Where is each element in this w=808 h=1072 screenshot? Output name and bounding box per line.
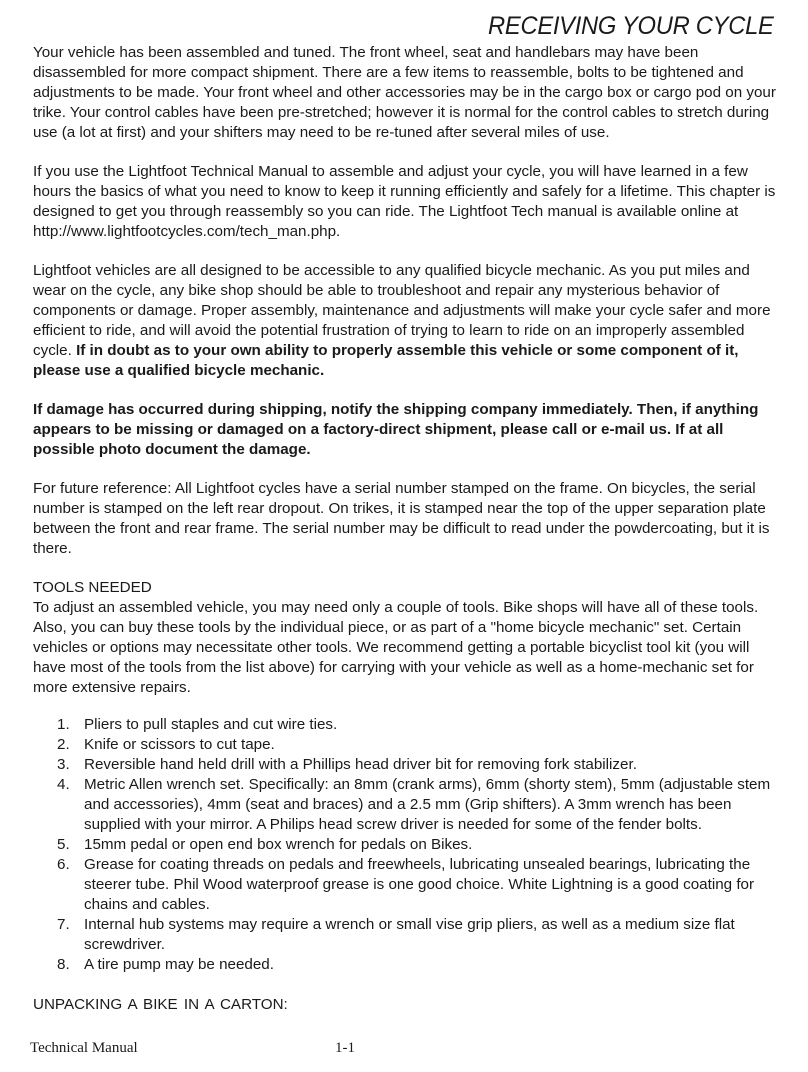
serial-paragraph: For future reference: All Lightfoot cycles have a serial number stamped on the frame. On bicycles, the serial number is stamped on the left rear dropout. On trikes, it is stamped near the top of the upper separation plate between the front and rear frame. The serial number may be difficult to read under the powdercoating, but it is there. <box>33 480 770 557</box>
damage-notice: If damage has occurred during shipping, notify the shipping company immediately. Then, if anything appears to be missing or damaged on a factory-direct shipment, please call or e-mail us. If at all possible photo document the damage. <box>33 401 759 458</box>
unpacking-heading: UNPACKING A BIKE IN A CARTON: <box>33 996 288 1013</box>
list-item-number: 3. <box>57 756 70 773</box>
list-item-text: Grease for coating threads on pedals and freewheels, lubricating unsealed bearings, lubricating the steerer tube. Phil Wood waterproof grease is one good choice. White Lightning is a good coating for chains and cables. <box>84 856 755 913</box>
list-item-number: 2. <box>57 736 70 753</box>
list-item-text: Metric Allen wrench set. Specifically: an 8mm (crank arms), 6mm (shorty stem), 5mm (adjustable stem and accessories), 4mm (seat and braces) and a 2.5 mm (Grip shifters). A 3mm wrench has been supplied with your mirror. A Philips head screw driver is needed for some of the fender bolts. <box>84 776 771 833</box>
list-item <box>33 715 781 735</box>
footer-page-number: 1-1 <box>335 1040 355 1056</box>
mechanic-warning: If in doubt as to your own ability to properly assemble this vehicle or some component of it, please use a qualified bicycle mechanic. <box>33 342 739 379</box>
tools-intro: To adjust an assembled vehicle, you may need only a couple of tools. Bike shops will have all of these tools. Also, you can buy these tools by the individual piece, or as part of a "home bicycle mechanic" set. Certain vehicles or options may necessitate other tools. We recommend getting a portable bicyclist tool kit (you will have most of the tools from the list above) for carrying with your vehicle as well as a home-mechanic set for more extensive repairs. <box>33 599 759 696</box>
list-item <box>33 955 781 975</box>
footer-manual-name: Technical Manual <box>30 1040 138 1056</box>
list-item-number: 4. <box>57 776 70 793</box>
list-item-text: Internal hub systems may require a wrench or small vise grip pliers, as well as a medium size flat screwdriver. <box>84 916 735 953</box>
list-item <box>33 755 781 775</box>
list-item <box>33 855 781 915</box>
list-item <box>33 835 781 855</box>
mechanic-paragraph <box>33 261 781 381</box>
list-item-text: Reversible hand held drill with a Phillips head driver bit for removing fork stabilizer. <box>84 756 637 773</box>
tools-heading: TOOLS NEEDED <box>33 579 152 596</box>
list-item-number: 8. <box>57 956 70 973</box>
document-body <box>33 43 781 1015</box>
list-item <box>33 735 781 755</box>
mechanic-text: Lightfoot vehicles are all designed to be accessible to any qualified bicycle mechanic. As you put miles and wear on the cycle, any bike shop should be able to troubleshoot and repair any mysterious behavior of components or damage. Proper assembly, maintenance and adjustments will make your cycle safer and more efficient to ride, and will avoid the potential frustration of trying to learn to ride on an improperly assembled cycle. <box>33 262 771 359</box>
list-item <box>33 915 781 955</box>
manual-paragraph: If you use the Lightfoot Technical Manual to assemble and adjust your cycle, you will have learned in a few hours the basics of what you need to know to keep it running efficiently and safely for a lifetime. This chapter is designed to get you through reassembly so you can ride. The Lightfoot Tech manual is available online at http://www.lightfootcycles.com/tech_man.php. <box>33 163 776 240</box>
list-item-number: 1. <box>57 716 70 733</box>
list-item-text: A tire pump may be needed. <box>84 956 274 973</box>
list-item-number: 6. <box>57 856 70 873</box>
list-item-text: Knife or scissors to cut tape. <box>84 736 275 753</box>
list-item <box>33 775 781 835</box>
list-item-text: 15mm pedal or open end box wrench for pedals on Bikes. <box>84 836 473 853</box>
tools-list <box>33 715 781 975</box>
list-item-number: 5. <box>57 836 70 853</box>
page-title: RECEIVING YOUR CYCLE <box>488 12 774 40</box>
list-item-text: Pliers to pull staples and cut wire ties. <box>84 716 338 733</box>
intro-paragraph: Your vehicle has been assembled and tuned. The front wheel, seat and handlebars may have been disassembled for more compact shipment. There are a few items to reassemble, bolts to be tightened and adjustments to be made. Your front wheel and other accessories may be in the cargo box or cargo pod on your trike. Your control cables have been pre-stretched; however it is normal for the control cables to stretch during use (a lot at first) and your shifters may need to be re-tuned after several miles of use. <box>33 44 776 141</box>
list-item-number: 7. <box>57 916 70 933</box>
